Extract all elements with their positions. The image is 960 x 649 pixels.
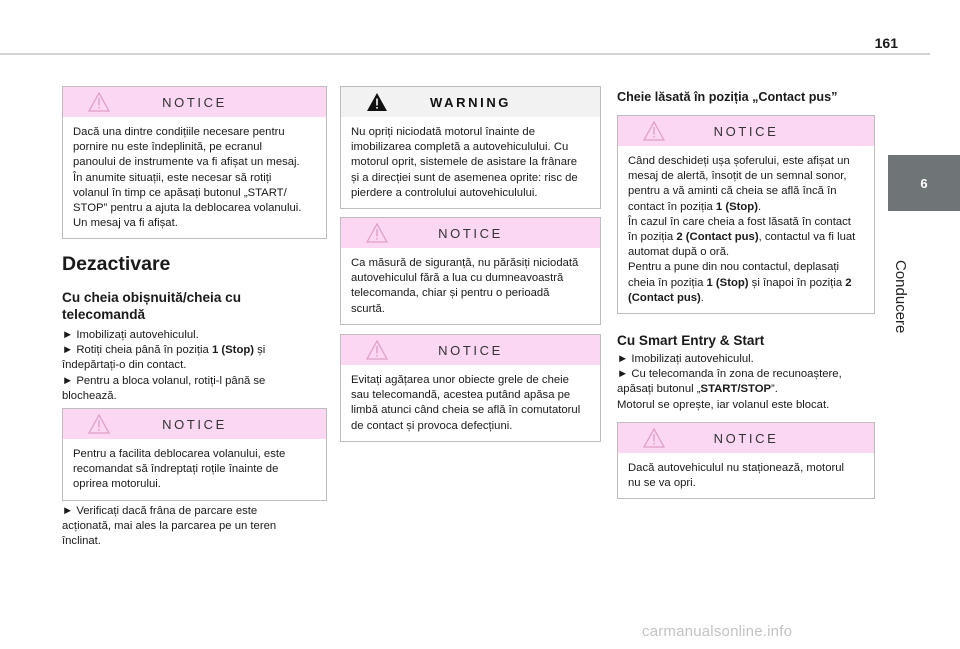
warning-body	[341, 117, 600, 208]
notice-body	[63, 439, 326, 500]
text-line: pierdere a controlului autovehiculului.	[351, 186, 538, 199]
text-line: Dacă una dintre condițiile necesare pentru	[73, 126, 285, 138]
step-line: blochează.	[62, 389, 117, 402]
text-line: cheia în poziția 1 (Stop) și înapoi în poziția 2	[628, 276, 852, 289]
text-line: automat după o oră.	[628, 246, 730, 259]
step-line: ► Imobilizați autovehiculul.	[62, 329, 199, 341]
notice-title: NOTICE	[713, 123, 779, 139]
text-line: recomandat să îndreptați roțile înainte de	[73, 463, 279, 476]
warning-triangle-icon	[88, 414, 110, 434]
chapter-label: Conducere	[892, 260, 909, 334]
notice-title: NOTICE	[162, 94, 227, 110]
text-line: autovehiculul fără a lua cu dumneavoastră	[351, 272, 564, 285]
text-line: limbă atunci când cheia se află în comutatorul	[351, 404, 581, 417]
header-rule	[0, 53, 930, 55]
notice-body	[63, 117, 326, 238]
notice-header	[618, 116, 874, 146]
text-line: În anumite situații, este necesar să rotiți	[73, 171, 272, 184]
text-line: înclinat.	[62, 535, 101, 548]
subsection-heading: Cu Smart Entry & Start	[617, 333, 765, 348]
step-line: îndepărtați-o din contact.	[62, 359, 187, 372]
warning-box	[340, 86, 601, 209]
text-line: Pentru a facilita deblocarea volanului, este	[73, 448, 286, 460]
section-heading: Dezactivare	[62, 253, 171, 275]
text-line: În cazul în care cheia a fost lăsată în contact	[628, 215, 851, 228]
text-line: Ca măsură de siguranță, nu părăsiți niciodată	[351, 257, 579, 269]
text-line: nu se va opri.	[628, 477, 696, 490]
text-line: mesaj de alertă, însoțit de un semnal sonor,	[628, 170, 847, 183]
notice-body	[341, 365, 600, 441]
warning-triangle-icon	[366, 92, 388, 112]
footer-watermark[interactable]: carmanualsonline.info	[642, 623, 793, 640]
text-line: STOP” pentru a ajuta la deblocarea volanului.	[73, 202, 302, 215]
text-line: în poziția 2 (Contact pus), contactul va fi luat	[628, 231, 856, 244]
text-line: pentru a vă aminti că cheia se află încă în	[628, 185, 837, 198]
step-line: ► Rotiți cheia până în poziția 1 (Stop) și	[62, 344, 266, 357]
notice-title: NOTICE	[713, 430, 779, 446]
text-line: Pentru a pune din nou contactul, deplasați	[628, 261, 840, 274]
notice-header	[341, 335, 600, 365]
subsection-heading	[62, 289, 241, 323]
notice-box	[617, 422, 875, 499]
text-line: sau telecomandă, acestea putând apăsa pe	[351, 389, 571, 402]
text-line: Cu cheia obișnuită/cheia cu	[62, 290, 242, 305]
steps-list	[62, 328, 327, 404]
notice-title: NOTICE	[438, 342, 503, 358]
text-line: de contact și provoca defecțiuni.	[351, 419, 513, 432]
step-line: ► Imobilizați autovehiculul.	[617, 353, 754, 365]
notice-box	[340, 217, 601, 325]
section-heading: Cheie lăsată în poziția „Contact pus”	[617, 90, 838, 104]
warning-header	[341, 87, 600, 117]
notice-header	[63, 87, 326, 117]
warning-triangle-icon	[366, 223, 388, 243]
notice-body	[618, 146, 874, 313]
step-line: apăsați butonul „START/STOP”.	[617, 383, 778, 396]
text-line: (Contact pus).	[628, 291, 704, 304]
text-line: telecomandă	[62, 307, 146, 322]
text-line: acționată, mai ales la parcarea pe un teren	[62, 520, 277, 533]
notice-box	[62, 408, 327, 501]
step-line: Motorul se oprește, iar volanul este blocat.	[617, 398, 830, 411]
steps-list	[617, 352, 875, 413]
notice-body	[341, 248, 600, 324]
chapter-tab[interactable]: 6	[888, 155, 960, 211]
text-line: panoului de instrumente va fi afișat un mesaj.	[73, 156, 300, 169]
page-number: 161	[874, 35, 898, 51]
text-line: Nu opriți niciodată motorul înainte de	[351, 126, 535, 138]
text-line: oprirea motorului.	[73, 478, 161, 491]
text-line: Un mesaj va fi afișat.	[73, 217, 178, 230]
notice-body	[618, 453, 874, 498]
text-line: Evitați agățarea unor obiecte grele de cheie	[351, 374, 569, 386]
warning-triangle-icon	[643, 428, 665, 448]
warning-triangle-icon	[643, 121, 665, 141]
final-note	[62, 504, 327, 550]
text-line: telecomanda, chiar și pentru o perioadă	[351, 287, 550, 300]
text-line: motorul oprit, sistemele de asistare la frânare	[351, 156, 578, 169]
warning-triangle-icon	[366, 340, 388, 360]
step-line: ► Pentru a bloca volanul, rotiți-l până se	[62, 374, 266, 387]
text-line: volanul în timp ce apăsați butonul „START/	[73, 186, 287, 199]
text-line: pornire nu este îndeplinită, pe ecranul	[73, 141, 263, 154]
text-line: și a direcției sunt de asemenea oprite: risc de	[351, 171, 578, 184]
text-line: ► Verificați dacă frâna de parcare este	[62, 505, 258, 517]
step-line: ► Cu telecomanda în zona de recunoaștere,	[617, 368, 842, 381]
warning-title: WARNING	[429, 94, 512, 110]
notice-box	[617, 115, 875, 314]
warning-triangle-icon	[88, 92, 110, 112]
notice-title: NOTICE	[162, 416, 227, 432]
notice-header	[618, 423, 874, 453]
text-line: contact în poziția 1 (Stop).	[628, 200, 762, 213]
notice-header	[63, 409, 326, 439]
notice-box	[340, 334, 601, 442]
text-line: imobilizarea completă a autovehiculului. Cu	[351, 141, 569, 154]
notice-title: NOTICE	[438, 225, 503, 241]
text-line: Când deschideți ușa șoferului, este afișat un	[628, 155, 850, 167]
text-line: scurtă.	[351, 302, 385, 315]
notice-header	[341, 218, 600, 248]
text-line: Dacă autovehiculul nu staționează, motorul	[628, 462, 845, 474]
notice-box	[62, 86, 327, 239]
